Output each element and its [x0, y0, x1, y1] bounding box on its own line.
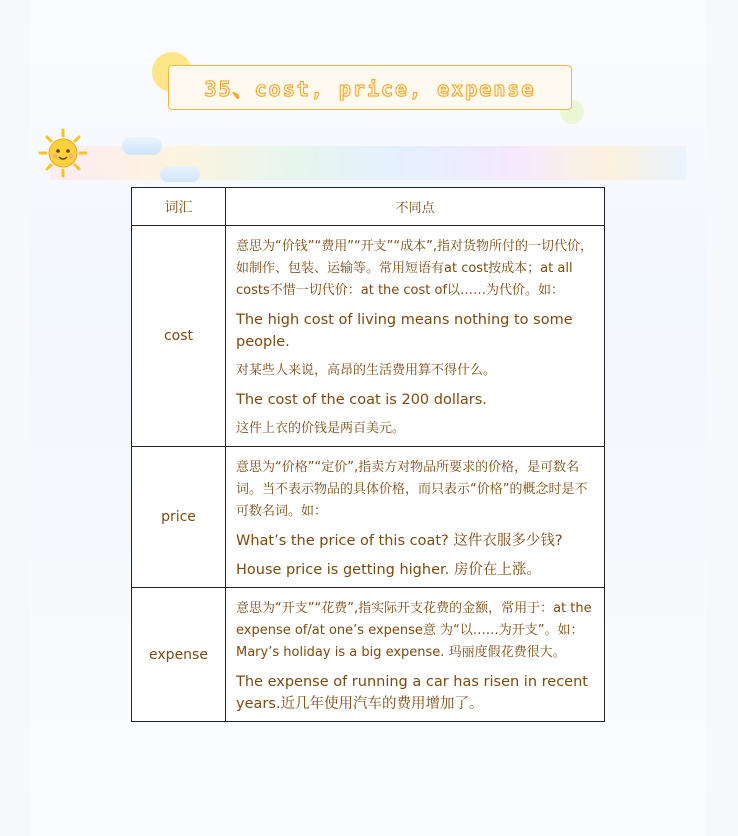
example-en: The high cost of living means nothing to some people. [236, 312, 573, 350]
explanation-cell [226, 588, 605, 722]
header-differences: 不同点 [226, 188, 605, 226]
title-banner [168, 65, 572, 110]
example-en: The cost of the coat is 200 dollars. [236, 392, 487, 408]
table-header-row [132, 188, 605, 226]
explanation-text: 意思为“价格”“定价”,指卖方对物品所要求的价格，是可数名词。当不表示物品的具体价格，而只表示“价格”的概念时是不可数名词。如： [236, 460, 588, 519]
explanation-cell [226, 447, 605, 588]
example-en: What’s the price of this coat? 这件衣服多少钱? [236, 533, 563, 549]
explanation-cell [226, 226, 605, 447]
example-zh: 这件上衣的价钱是两百美元。 [236, 421, 406, 436]
cloud-icon [122, 137, 162, 155]
sun-icon [38, 128, 88, 178]
header-word: 词汇 [132, 188, 226, 226]
vocabulary-table [131, 187, 605, 722]
table-row [132, 447, 605, 588]
table-row [132, 588, 605, 722]
cloud-icon [160, 166, 200, 182]
example-en: The expense of running a car has risen in recent years.近几年使用汽车的费用增加了。 [236, 674, 588, 712]
example-zh: 对某些人来说，高昂的生活费用算不得什么。 [236, 363, 497, 378]
word-cell: price [132, 447, 226, 588]
example-en: House price is getting higher. 房价在上涨。 [236, 562, 541, 578]
word-cell: expense [132, 588, 226, 722]
word-cell: cost [132, 226, 226, 447]
table-row [132, 226, 605, 447]
explanation-text: 意思为“开支”“花费”,指实际开支花费的金额，常用于：at the expense of/at one’s expense意 为“以……为开支”。如：Mary’s holiday is a big expense. 玛丽度假花费很大。 [236, 601, 592, 660]
explanation-text: 意思为“价钱”“费用”“开支”“成本”,指对货物所付的一切代价，如制作、包装、运输等。常用短语有at cost按成本；at all costs不惜一切代价：at the cost of以……为代价。如： [236, 239, 594, 298]
page-title: 35、cost, price, expense [204, 77, 536, 101]
